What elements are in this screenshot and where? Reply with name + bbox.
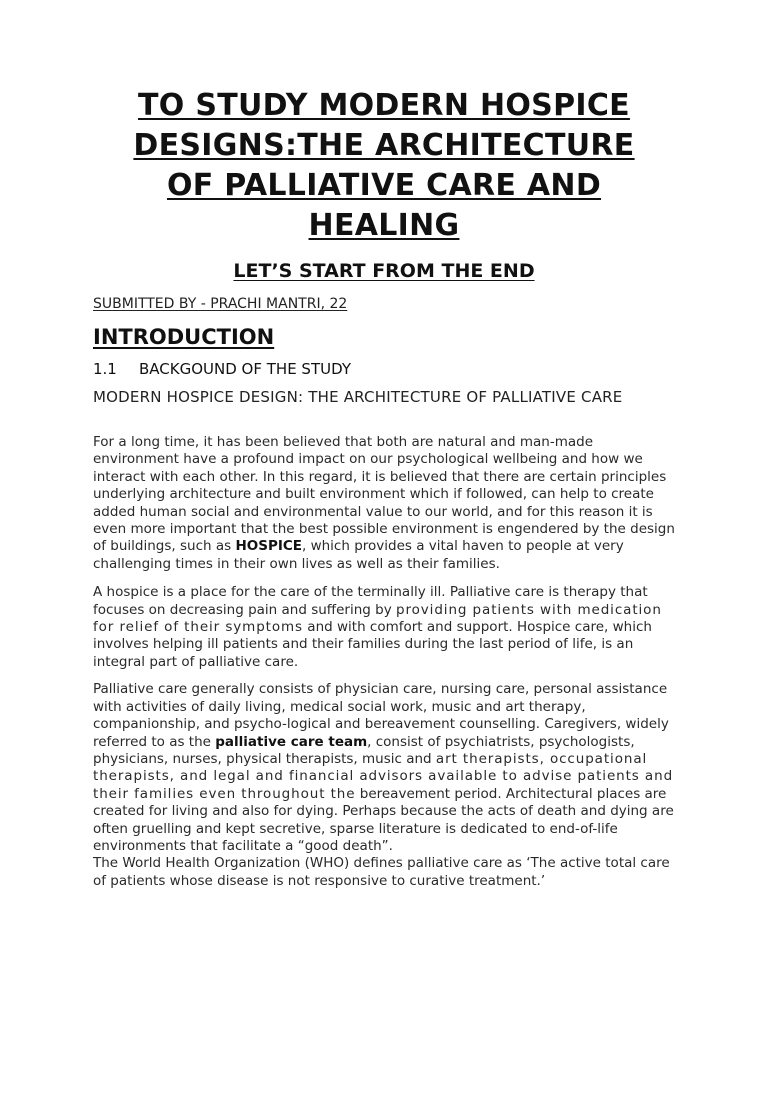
paragraph-1-text-a: For a long time, it has been believed that both are natural and man-made environment have a profound impact on our psychological wellbeing and how we interact with each other. In this regard, it is believed that there are certain principles underlying architecture and built environment which if followed, can help to create added human social and environmental value to our world, and for this reason it is even more important that the best possible environment is engendered by the design of buildings, such as <box>93 434 675 555</box>
paragraph-3 <box>93 681 675 890</box>
section-number: 1.1 <box>93 360 117 378</box>
title-line-2: DESIGNS:THE ARCHITECTURE <box>133 128 635 163</box>
paragraph-1 <box>93 434 675 573</box>
section-heading <box>93 358 675 380</box>
paragraph-3-text-c: bereavement period. Architectural places are created for living and also for dying. Perhaps because the acts of death and dying are often gruelling and kept secretive, sparse literature is dedicated to end-of-life environments that facilitate a “good death”. <box>93 785 674 854</box>
introduction-heading-text: INTRODUCTION <box>93 325 275 349</box>
paragraph-3-text-d: The World Health Organization (WHO) defines palliative care as ‘The active total care of patients whose disease is not responsive to curative treatment.’ <box>93 855 670 889</box>
introduction-heading <box>93 322 675 352</box>
paragraph-3-text-b: , consist of psychiatrists, psychologists, physicians, nurses, physical therapists, music and <box>93 733 635 767</box>
document-subtitle <box>93 258 675 284</box>
submitted-by-text: SUBMITTED BY - PRACHI MANTRI, 22 <box>93 296 348 312</box>
document-page <box>0 86 768 1110</box>
title-line-1: TO STUDY MODERN HOSPICE <box>138 88 630 123</box>
title-line-4: HEALING <box>308 208 460 243</box>
paragraph-1-text-b: , which provides a vital haven to people at very challenging times in their own lives as well as their families. <box>93 538 624 572</box>
subtitle-text: LET’S START FROM THE END <box>233 260 535 282</box>
paragraph-2-text-b: and with comfort and support. Hospice care, which involves helping ill patients and their families during the last period of life, is an integral part of palliative care. <box>93 619 652 670</box>
subheading: MODERN HOSPICE DESIGN: THE ARCHITECTURE OF PALLIATIVE CARE <box>93 388 623 406</box>
submitted-by-line <box>93 294 675 314</box>
title-line-3: OF PALLIATIVE CARE AND <box>166 168 602 203</box>
paragraph-3-text-a: Palliative care generally consists of physician care, nursing care, personal assistance with activities of daily living, medical social work, music and art therapy, companionship, and psycho-logical and bereavement counselling. Caregivers, widely referred to as the <box>93 681 669 750</box>
paragraph-1-bold: HOSPICE <box>235 538 302 555</box>
section-title: BACKGOUND OF THE STUDY <box>139 360 351 378</box>
paragraph-3-text-spaced: art therapists, occupational therapists, and legal and financial advisors available to advise patients and their families even throughout the <box>93 750 674 802</box>
document-title <box>93 86 675 246</box>
paragraph-2-text-a: A hospice is a place for the care of the terminally ill. Palliative care is therapy that focuses on decreasing pain and suffering by <box>93 584 648 618</box>
paragraph-2 <box>93 584 675 671</box>
paragraph-3-bold: palliative care team <box>215 733 368 750</box>
paragraph-2-text-spaced: providing patients with medication for relief of their symptoms <box>93 601 662 636</box>
